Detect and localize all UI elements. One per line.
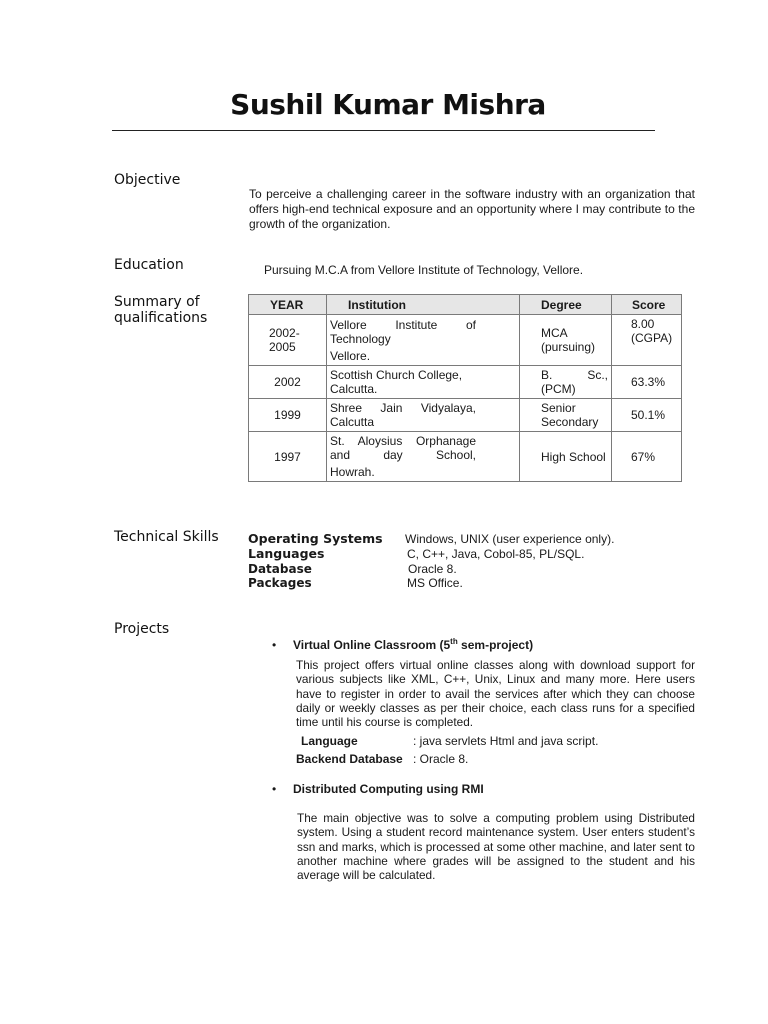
header-rule [112, 130, 655, 131]
cell-degree: High School [520, 432, 612, 482]
cell-year: 1997 [249, 432, 327, 482]
skill-label-database: Database [248, 562, 312, 576]
cell-year: 2002 [249, 366, 327, 399]
project-description-distributed-computing: The main objective was to solve a computing problem using Distributed system. Using a student record maintenance system. User enters student’s ssn and marks, which is processed at some other machine, and later sent to another machine where grades will be assigned to the student and his average will be calculated. [297, 811, 695, 883]
objective-text: To perceive a challenging career in the software industry with an organization that offers high-end technical exposure and an opportunity where I may contribute to the growth of the organization. [249, 187, 695, 231]
qualifications-table [248, 294, 682, 482]
projects-heading: Projects [114, 621, 170, 637]
cell-year: 1999 [249, 399, 327, 432]
table-header-row [249, 295, 682, 315]
table-row [249, 399, 682, 432]
cell-institution: Scottish Church College, Calcutta. [327, 366, 520, 399]
project-description-virtual-classroom: This project offers virtual online classes along with download support for various subjects like XML, C++, Unix, Linux and many more. Here users have to register in order to avail the services after which they can choose daily or weekly classes as per their choice, each class runs for a specified time until his course is completed. [296, 658, 695, 730]
project-database-label: Backend Database [296, 752, 403, 766]
skill-value-os: Windows, UNIX (user experience only). [405, 532, 615, 546]
project-title-distributed-computing: Distributed Computing using RMI [293, 782, 484, 796]
table-row [249, 366, 682, 399]
skill-value-database: Oracle 8. [408, 562, 457, 576]
cell-degree: MCA (pursuing) [520, 315, 612, 366]
education-heading: Education [114, 257, 184, 273]
project-title-virtual-classroom: Virtual Online Classroom (5th sem-project) [293, 637, 534, 652]
cell-score: 8.00 (CGPA) [612, 315, 682, 366]
qualifications-heading [114, 294, 207, 326]
table-row [249, 432, 682, 482]
cell-institution: Shree Jain Vidyalaya, Calcutta [327, 399, 520, 432]
cell-score: 50.1% [612, 399, 682, 432]
qualifications-heading-line2: qualifications [114, 310, 208, 326]
column-header-institution: Institution [327, 295, 520, 315]
resume-name: Sushil Kumar Mishra [230, 88, 546, 121]
project-database-value: : Oracle 8. [413, 752, 469, 766]
qualifications-heading-line1: Summary of [114, 294, 200, 310]
project-language-label: Language [301, 734, 358, 748]
skill-value-packages: MS Office. [407, 576, 463, 590]
project-language-value: : java servlets Html and java script. [413, 734, 599, 748]
cell-degree: B. Sc., (PCM) [520, 366, 612, 399]
bullet-icon: • [272, 782, 277, 796]
column-header-score: Score [612, 295, 682, 315]
skill-label-languages: Languages [248, 546, 325, 561]
column-header-year: YEAR [249, 295, 327, 315]
skill-label-os: Operating Systems [248, 531, 383, 546]
cell-institution: Vellore Institute of Technology Vellore. [327, 315, 520, 366]
education-text: Pursuing M.C.A from Vellore Institute of Technology, Vellore. [264, 263, 584, 277]
table-row [249, 315, 682, 366]
cell-score: 67% [612, 432, 682, 482]
cell-institution: St. Aloysius Orphanage and day School, Howrah. [327, 432, 520, 482]
column-header-degree: Degree [520, 295, 612, 315]
bullet-icon: • [272, 638, 277, 652]
skill-value-languages: C, C++, Java, Cobol-85, PL/SQL. [407, 547, 585, 561]
cell-year: 2002-2005 [249, 315, 327, 366]
skill-label-packages: Packages [248, 576, 312, 590]
cell-degree: Senior Secondary [520, 399, 612, 432]
objective-heading: Objective [114, 172, 181, 188]
cell-score: 63.3% [612, 366, 682, 399]
skills-heading: Technical Skills [114, 529, 219, 545]
